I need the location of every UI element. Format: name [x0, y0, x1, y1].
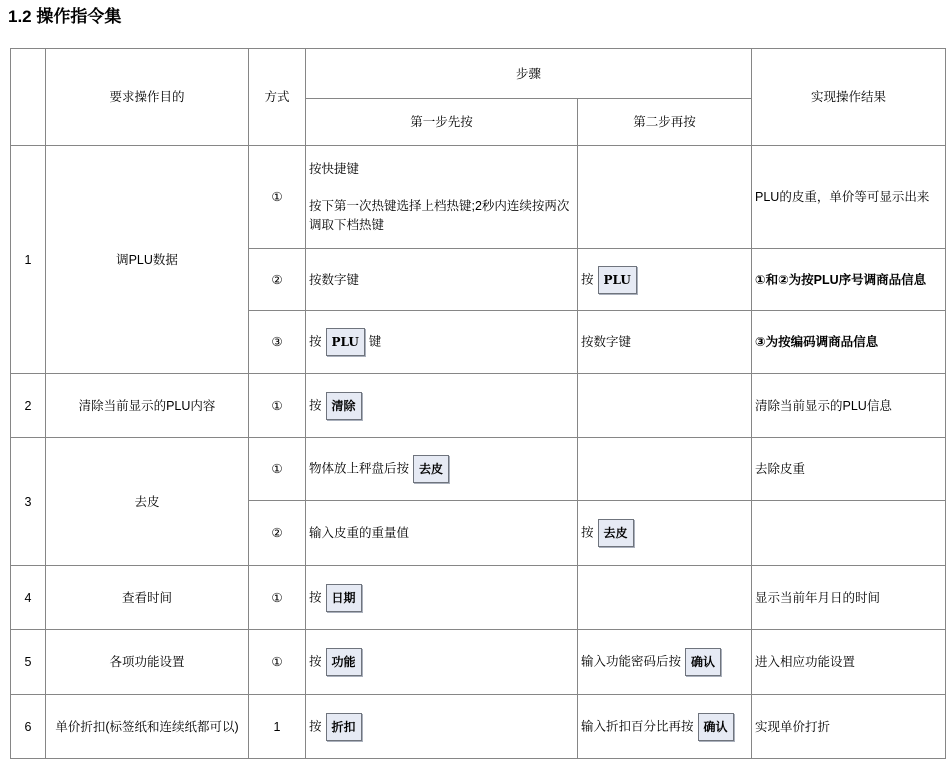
cell-text: 物体放上秤盘后按: [309, 461, 410, 476]
row-number-cell: [11, 374, 46, 438]
cell-text: 2: [24, 398, 32, 413]
key-button-clear: 清除: [326, 392, 362, 420]
step2-cell: [578, 374, 752, 438]
header-step1: 第一步先按: [306, 99, 578, 146]
purpose-cell: [46, 146, 249, 374]
cell-text: 去皮: [134, 494, 160, 509]
cell-text: 按: [309, 719, 322, 734]
cell-text: 4: [24, 590, 32, 605]
row-number-cell: [11, 695, 46, 759]
cell-text: 去除皮重: [755, 462, 806, 477]
result-cell: [752, 695, 946, 759]
cell-text: 1: [273, 719, 281, 734]
cell-text: ③: [271, 335, 283, 350]
row-number-cell: [11, 630, 46, 695]
step1-cell: [306, 695, 578, 759]
purpose-cell: [46, 630, 249, 695]
cell-text: 清除当前显示的PLU信息: [755, 398, 892, 413]
result-cell: [752, 374, 946, 438]
cell-text: 按: [309, 590, 322, 605]
key-button-plu: PLU: [598, 266, 637, 294]
result-cell: [752, 146, 946, 249]
cell-text: ①和②为按PLU序号调商品信息: [755, 272, 927, 287]
purpose-cell: [46, 374, 249, 438]
cell-text: 实现单价打折: [755, 719, 831, 734]
cell-text: ③为按编码调商品信息: [755, 335, 879, 350]
step1-cell: [306, 438, 578, 501]
key-button-tare: 去皮: [598, 519, 634, 547]
key-button-confirm: 确认: [698, 713, 734, 741]
cell-text: 按快捷键: [309, 161, 360, 176]
step1-cell: [306, 566, 578, 630]
row-number-cell: [11, 438, 46, 566]
row-number-cell: [11, 146, 46, 374]
step2-cell: [578, 566, 752, 630]
result-cell: [752, 566, 946, 630]
step1-cell: [306, 501, 578, 566]
step2-cell: [578, 249, 752, 311]
result-cell: [752, 249, 946, 311]
step1-cell: [306, 374, 578, 438]
cell-text: 按: [309, 334, 322, 349]
row-number-cell: [11, 566, 46, 630]
cell-text: ①: [271, 590, 283, 605]
key-button-tare: 去皮: [413, 455, 449, 483]
step2-cell: [578, 501, 752, 566]
result-cell: [752, 311, 946, 374]
method-cell: [249, 311, 306, 374]
table-row: [11, 695, 946, 759]
table-row: [11, 438, 946, 501]
header-step2: 第二步再按: [578, 99, 752, 146]
table-row: [11, 566, 946, 630]
cell-text: 按: [581, 525, 594, 540]
cell-text: ①: [271, 655, 283, 670]
method-cell: [249, 249, 306, 311]
cell-text: ②: [271, 272, 283, 287]
operation-table: [10, 48, 946, 759]
method-cell: [249, 146, 306, 249]
cell-text: 按数字键: [581, 335, 632, 350]
cell-text: 进入相应功能设置: [755, 655, 856, 670]
key-button-discount: 折扣: [326, 713, 362, 741]
step2-cell: [578, 311, 752, 374]
cell-text: ①: [271, 190, 283, 205]
method-cell: [249, 501, 306, 566]
step2-cell: [578, 146, 752, 249]
header-purpose: 要求操作目的: [46, 49, 249, 146]
method-cell: [249, 695, 306, 759]
cell-text: PLU的皮重，单价等可显示出来: [755, 190, 930, 205]
cell-text: 查看时间: [121, 590, 172, 605]
step1-cell: [306, 249, 578, 311]
cell-text: ②: [271, 526, 283, 541]
table-body: [11, 146, 946, 759]
cell-text: 按: [309, 654, 322, 669]
purpose-cell: [46, 695, 249, 759]
table-row: [11, 146, 946, 249]
cell-text: 显示当前年月日的时间: [755, 590, 881, 605]
method-cell: [249, 374, 306, 438]
cell-text: 6: [24, 719, 32, 734]
purpose-cell: [46, 566, 249, 630]
header-result: 实现操作结果: [752, 49, 946, 146]
cell-text: ①: [271, 462, 283, 477]
step2-cell: [578, 695, 752, 759]
key-button-date: 日期: [326, 584, 362, 612]
table-row: [11, 374, 946, 438]
header-corner-cell: [11, 49, 46, 146]
header-steps: 步骤: [306, 49, 752, 99]
cell-text: 按: [309, 398, 322, 413]
cell-text: 5: [24, 655, 32, 670]
step2-cell: [578, 630, 752, 695]
page-title: 1.2 操作指令集: [8, 7, 122, 26]
cell-text: 按下第一次热键选择上档热键;2秒内连续按两次调取下档热键: [309, 199, 570, 233]
result-cell: [752, 630, 946, 695]
step1-cell: [306, 311, 578, 374]
cell-text: 按: [581, 272, 594, 287]
result-cell: [752, 501, 946, 566]
method-cell: [249, 438, 306, 501]
method-cell: [249, 566, 306, 630]
step1-cell: [306, 146, 578, 249]
step2-cell: [578, 438, 752, 501]
table-row: [11, 630, 946, 695]
cell-text: 输入皮重的重量值: [309, 526, 410, 541]
cell-text: 清除当前显示的PLU内容: [78, 398, 216, 413]
purpose-cell: [46, 438, 249, 566]
cell-text: 按数字键: [309, 272, 360, 287]
cell-text: 3: [24, 494, 32, 509]
cell-text: 各项功能设置: [109, 655, 185, 670]
cell-text: ①: [271, 398, 283, 413]
cell-text: 输入折扣百分比再按: [581, 719, 694, 734]
cell-text: 键: [368, 334, 382, 349]
cell-text: 调PLU数据: [116, 252, 178, 267]
cell-text: 单价折扣(标签纸和连续纸都可以): [55, 719, 239, 734]
cell-text: 输入功能密码后按: [581, 654, 682, 669]
key-button-confirm: 确认: [685, 648, 721, 676]
cell-text: 1: [24, 252, 32, 267]
result-cell: [752, 438, 946, 501]
step1-cell: [306, 630, 578, 695]
key-button-function: 功能: [326, 648, 362, 676]
header-method: 方式: [249, 49, 306, 146]
method-cell: [249, 630, 306, 695]
header-row-top: [11, 49, 946, 99]
key-button-plu: PLU: [326, 328, 365, 356]
